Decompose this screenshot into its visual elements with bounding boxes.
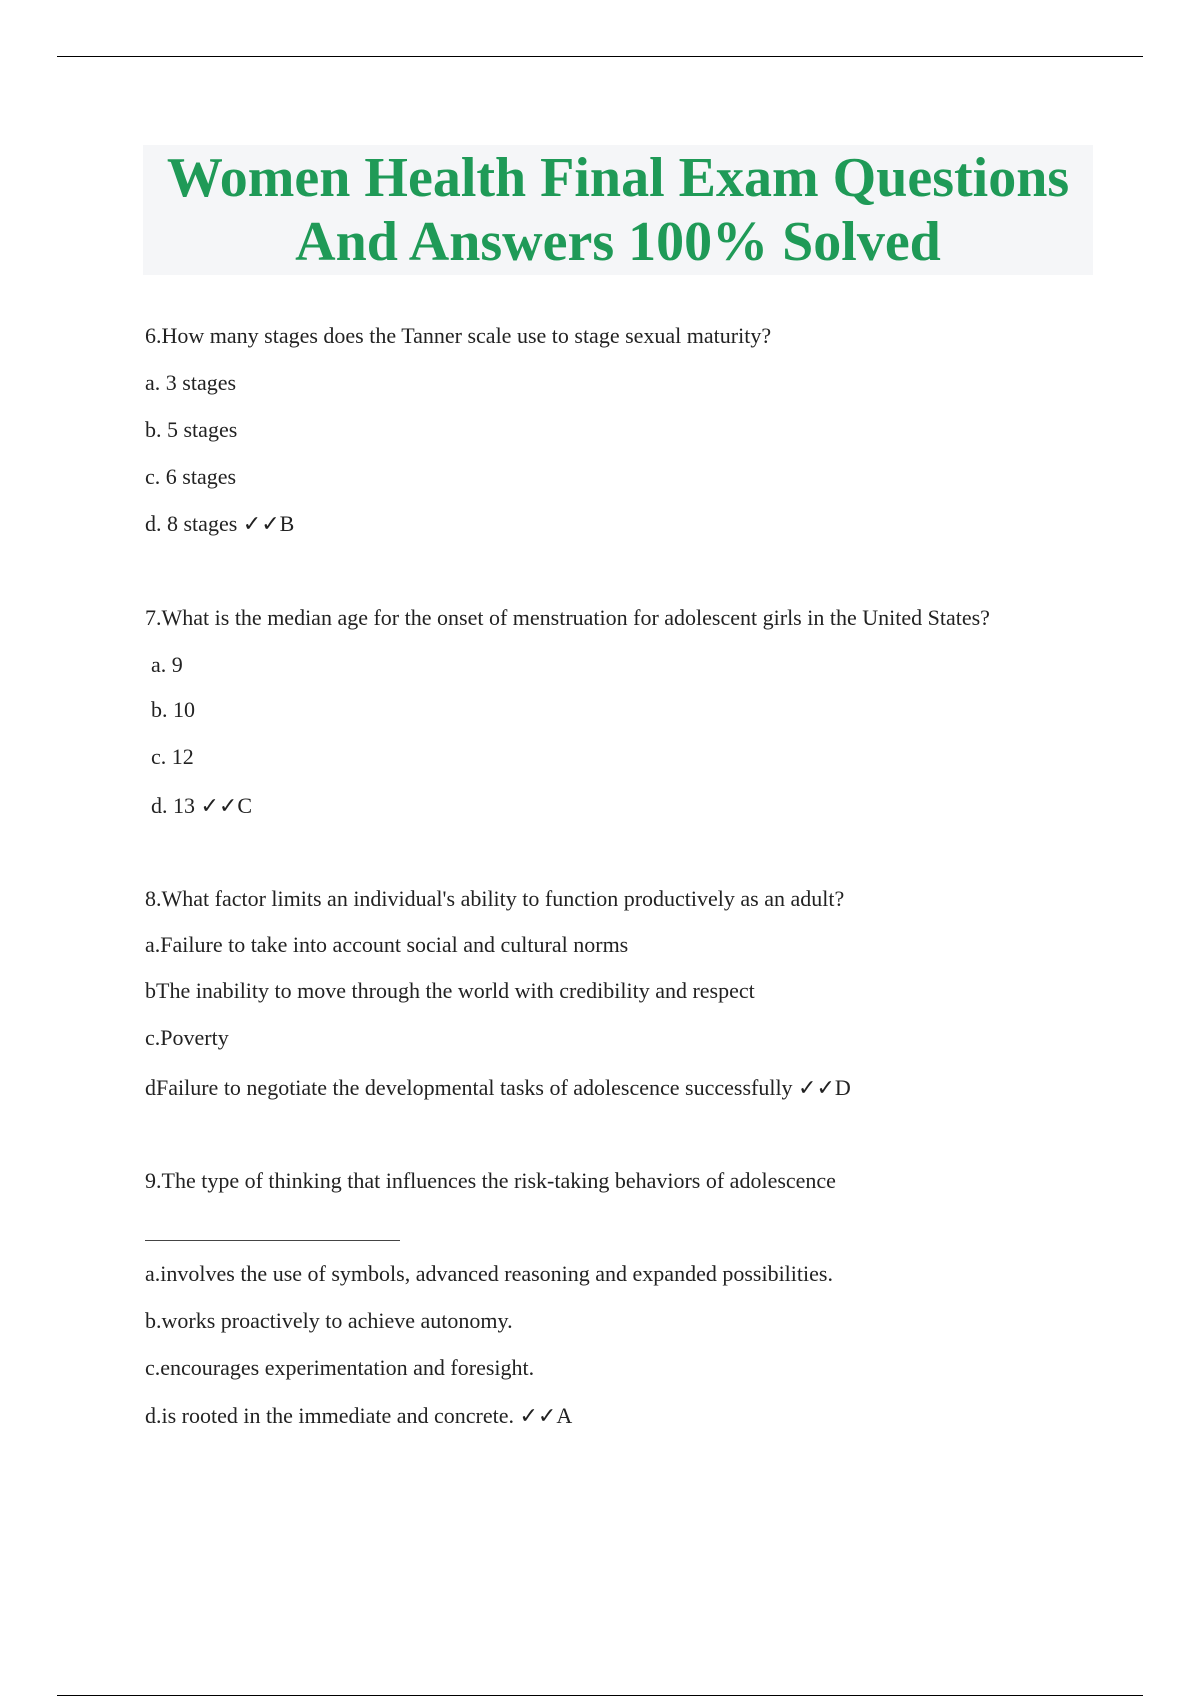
title-line-2: And Answers 100% Solved xyxy=(295,211,941,273)
q7-option-b: b. 10 xyxy=(151,697,195,722)
q7-option-a: a. 9 xyxy=(151,652,183,677)
q7-option-c: c. 12 xyxy=(151,744,194,769)
q6-option-d-answer: d. 8 stages ✓✓B xyxy=(145,511,295,536)
title-line-1: Women Health Final Exam Questions xyxy=(166,147,1070,209)
q8-option-b: bThe inability to move through the world with credibility and respect xyxy=(145,978,755,1003)
q9-option-b: b.works proactively to achieve autonomy. xyxy=(145,1308,513,1333)
q6-option-a: a. 3 stages xyxy=(145,370,237,395)
q9-option-d-answer: d.is rooted in the immediate and concrete. ✓✓A xyxy=(145,1403,573,1428)
q8-option-c: c.Poverty xyxy=(145,1025,229,1050)
bottom-rule xyxy=(57,1695,1143,1696)
question-6: 6.How many stages does the Tanner scale use to stage sexual maturity? xyxy=(145,323,772,348)
q6-option-b: b. 5 stages xyxy=(145,417,238,442)
q8-option-d-answer: dFailure to negotiate the developmental tasks of adolescence successfully ✓✓D xyxy=(145,1075,851,1100)
question-7: 7.What is the median age for the onset of menstruation for adolescent girls in the United States? xyxy=(145,605,990,630)
q7-option-d-answer: d. 13 ✓✓C xyxy=(151,793,253,818)
q6-option-c: c. 6 stages xyxy=(145,464,237,489)
q9-option-c: c.encourages experimentation and foresight. xyxy=(145,1355,535,1380)
title-banner xyxy=(143,145,1093,275)
top-rule xyxy=(57,56,1143,57)
answer-blank-line xyxy=(145,1240,400,1241)
q9-option-a: a.involves the use of symbols, advanced reasoning and expanded possibilities. xyxy=(145,1261,833,1286)
question-9: 9.The type of thinking that influences the risk-taking behaviors of adolescence xyxy=(145,1168,836,1193)
question-8: 8.What factor limits an individual's ability to function productively as an adult? xyxy=(145,886,845,911)
q8-option-a: a.Failure to take into account social and cultural norms xyxy=(145,932,629,957)
